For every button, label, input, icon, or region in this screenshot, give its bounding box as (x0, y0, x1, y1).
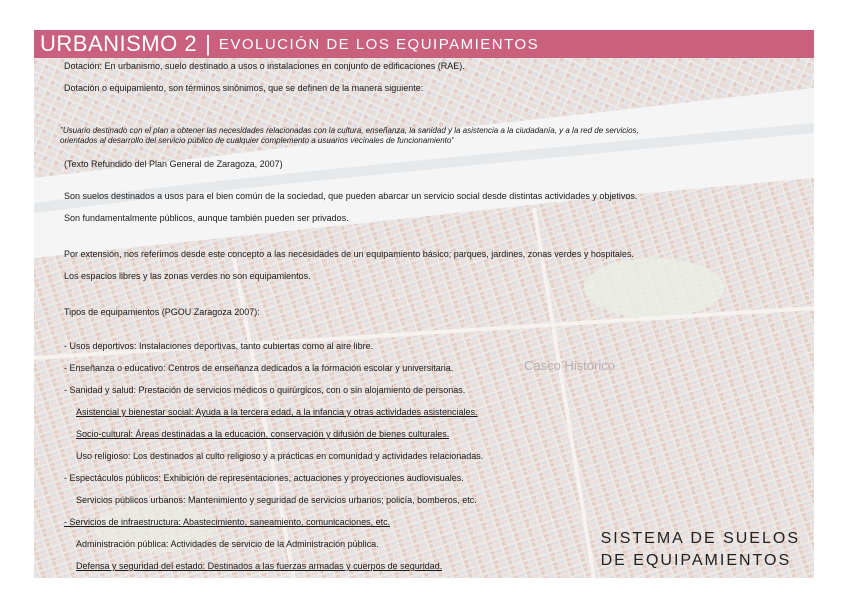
list-item: Socio-cultural: Áreas destinadas a la educación, conservación y difusión de bienes culturales. (76, 429, 450, 439)
list-item: - Usos deportivos: Instalaciones deportivas, tanto cubiertas como al aire libre. (64, 341, 374, 351)
page-subtitle: EVOLUCIÓN DE LOS EQUIPAMIENTOS (218, 35, 540, 53)
title-separator: | (205, 31, 211, 56)
paragraph-3: Por extensión, nos referimos desde este concepto a las necesidades de un equipamiento básico; parques, jardines, zonas verdes y hospitales. (64, 249, 634, 259)
section-label-line-2: DE EQUIPAMIENTOS (600, 552, 792, 569)
list-item: Administración pública: Actividades de servicio de la Administración pública. (76, 539, 379, 549)
list-item: - Sanidad y salud: Prestación de servicios médicos o quirúrgicos, con o sin alojamiento de personas. (64, 385, 466, 395)
quote-line-2: orientados al desarrollo del servicio público de cualquier complemento a usuarios vecinales de funcionamiento" (60, 136, 455, 145)
list-item: Asistencial y bienestar social: Ayuda a la tercera edad, a la infancia y otras actividades asistenciales. (76, 407, 478, 417)
page-title: URBANISMO 2 (40, 31, 198, 56)
paragraph-4: Los espacios libres y las zonas verdes no son equipamientos. (64, 271, 311, 281)
list-item: Defensa y seguridad del estado: Destinados a las fuerzas armadas y cuerpos de seguridad. (76, 561, 443, 571)
list-item: - Espectáculos públicos: Exhibición de representaciones, actuaciones y proyecciones audiovisuales. (64, 473, 464, 483)
list-item: - Servicios de infraestructura: Abastecimiento, saneamiento, comunicaciones, etc. (64, 517, 391, 527)
definition-line: Dotación: En urbanismo, suelo destinado a usos o instalaciones en conjunto de edificaciones (RAE). (64, 61, 465, 71)
paragraph-1: Son suelos destinados a usos para el bien común de la sociedad, que pueden abarcar un servicio social desde distintas actividades y objetivos. (64, 191, 638, 201)
section-label (601, 528, 800, 572)
quote-line-1: "Usuario destinado con el plan a obtener las necesidades relacionadas con la cultura, enseñanza, la sanidad y la asistencia a la ciudadanía, y a la red de servicios, (60, 126, 639, 135)
types-title: Tipos de equipamientos (PGOU Zaragoza 2007): (64, 307, 260, 317)
definition-line-2: Dotación o equipamiento, son términos sinónimos, que se definen de la manera siguiente: (64, 83, 424, 93)
list-item: Servicios públicos urbanos: Mantenimiento y seguridad de servicios urbanos; policía, bomberos, etc. (76, 495, 477, 505)
list-item: Uso religioso: Los destinados al culto religioso y a prácticas en comunidad y actividades relacionadas. (76, 451, 484, 461)
quote-source: (Texto Refundido del Plan General de Zaragoza, 2007) (64, 159, 283, 169)
list-item: - Enseñanza o educativo: Centros de enseñanza dedicados a la formación escolar y universitaria. (64, 363, 454, 373)
slide (34, 30, 814, 578)
section-label-line-1: SISTEMA DE SUELOS (600, 530, 800, 547)
paragraph-2: Son fundamentalmente públicos, aunque también pueden ser privados. (64, 213, 349, 223)
map-label: Casco Histórico (524, 358, 616, 373)
title-bar (34, 30, 814, 58)
